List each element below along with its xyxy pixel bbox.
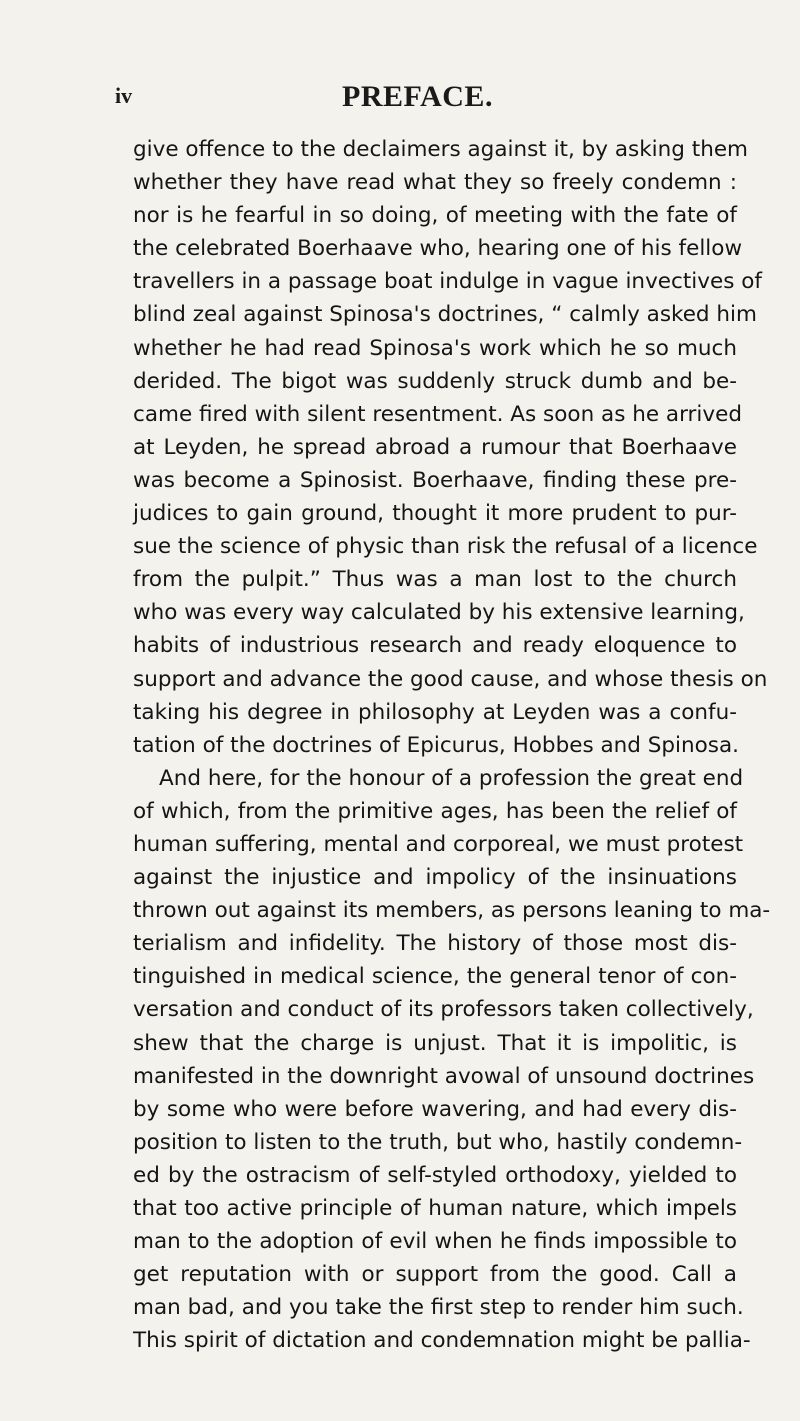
text-line: This spirit of dictation and condemnation might be pallia-	[133, 1328, 751, 1354]
text-line: nor is he fearful in so doing, of meeting with the fate of	[133, 203, 737, 229]
text-line: travellers in a passage boat indulge in vague invectives of	[133, 269, 762, 295]
text-line: by some who were before wavering, and had every dis-	[133, 1096, 737, 1122]
text-line: judices to gain ground, thought it more prudent to pur-	[133, 501, 737, 527]
text-line: thrown out against its members, as persons leaning to ma-	[133, 898, 771, 924]
text-line: give offence to the declaimers against it, by asking them	[133, 137, 748, 162]
text-line: whether they have read what they so freely condemn :	[133, 170, 737, 196]
text-line: versation and conduct of its professors taken collectively,	[133, 997, 754, 1023]
text-line: that too active principle of human nature, which impels	[133, 1196, 737, 1221]
text-line: habits of industrious research and ready eloquence to	[133, 633, 737, 659]
paragraph-start-line: And here, for the honour of a profession the great end	[159, 765, 744, 791]
text-line: came fired with silent resentment. As soon as he arrived	[133, 401, 742, 427]
text-line: position to listen to the truth, but who, hastily condemn-	[133, 1129, 743, 1155]
text-line: ed by the ostracism of self-styled orthodoxy, yielded to	[133, 1162, 737, 1188]
text-line: man bad, and you take the first step to render him such.	[133, 1295, 744, 1321]
text-line: was become a Spinosist. Boerhaave, finding these pre-	[133, 467, 737, 493]
text-line: shew that the charge is unjust. That it is impolitic, is	[133, 1030, 737, 1056]
text-line: tation of the doctrines of Epicurus, Hobbes and Spinosa.	[133, 732, 740, 758]
text-line: human suffering, mental and corporeal, we must protest	[133, 831, 744, 857]
text-line: the celebrated Boerhaave who, hearing one of his fellow	[133, 236, 743, 262]
text-line: get reputation with or support from the good. Call a	[133, 1262, 737, 1288]
text-line: from the pulpit.” Thus was a man lost to the church	[133, 567, 737, 593]
text-line: sue the science of physic than risk the refusal of a licence	[133, 534, 758, 560]
text-line: of which, from the primitive ages, has been the relief of	[133, 798, 737, 824]
text-line: at Leyden, he spread abroad a rumour that Boerhaave	[133, 434, 737, 460]
text-line: whether he had read Spinosa's work which he so much	[133, 335, 737, 361]
text-line: support and advance the good cause, and whose thesis on	[133, 666, 768, 692]
page-number: iv	[115, 83, 133, 108]
text-line: against the injustice and impolicy of the insinuations	[133, 865, 737, 891]
body-text	[133, 133, 771, 1357]
text-line: tinguished in medical science, the general tenor of con-	[133, 964, 737, 990]
text-line: manifested in the downright avowal of unsound doctrines	[133, 1063, 755, 1089]
text-line: terialism and infidelity. The history of those most dis-	[133, 931, 737, 957]
running-head: PREFACE.	[342, 80, 493, 113]
text-line: blind zeal against Spinosa's doctrines, “ calmly asked him	[133, 302, 757, 328]
text-line: derided. The bigot was suddenly struck dumb and be-	[133, 368, 737, 394]
text-line: who was every way calculated by his extensive learning,	[133, 600, 745, 626]
text-line: man to the adoption of evil when he finds impossible to	[133, 1229, 737, 1255]
page-header	[115, 80, 730, 120]
text-line: taking his degree in philosophy at Leyden was a confu-	[133, 699, 737, 725]
